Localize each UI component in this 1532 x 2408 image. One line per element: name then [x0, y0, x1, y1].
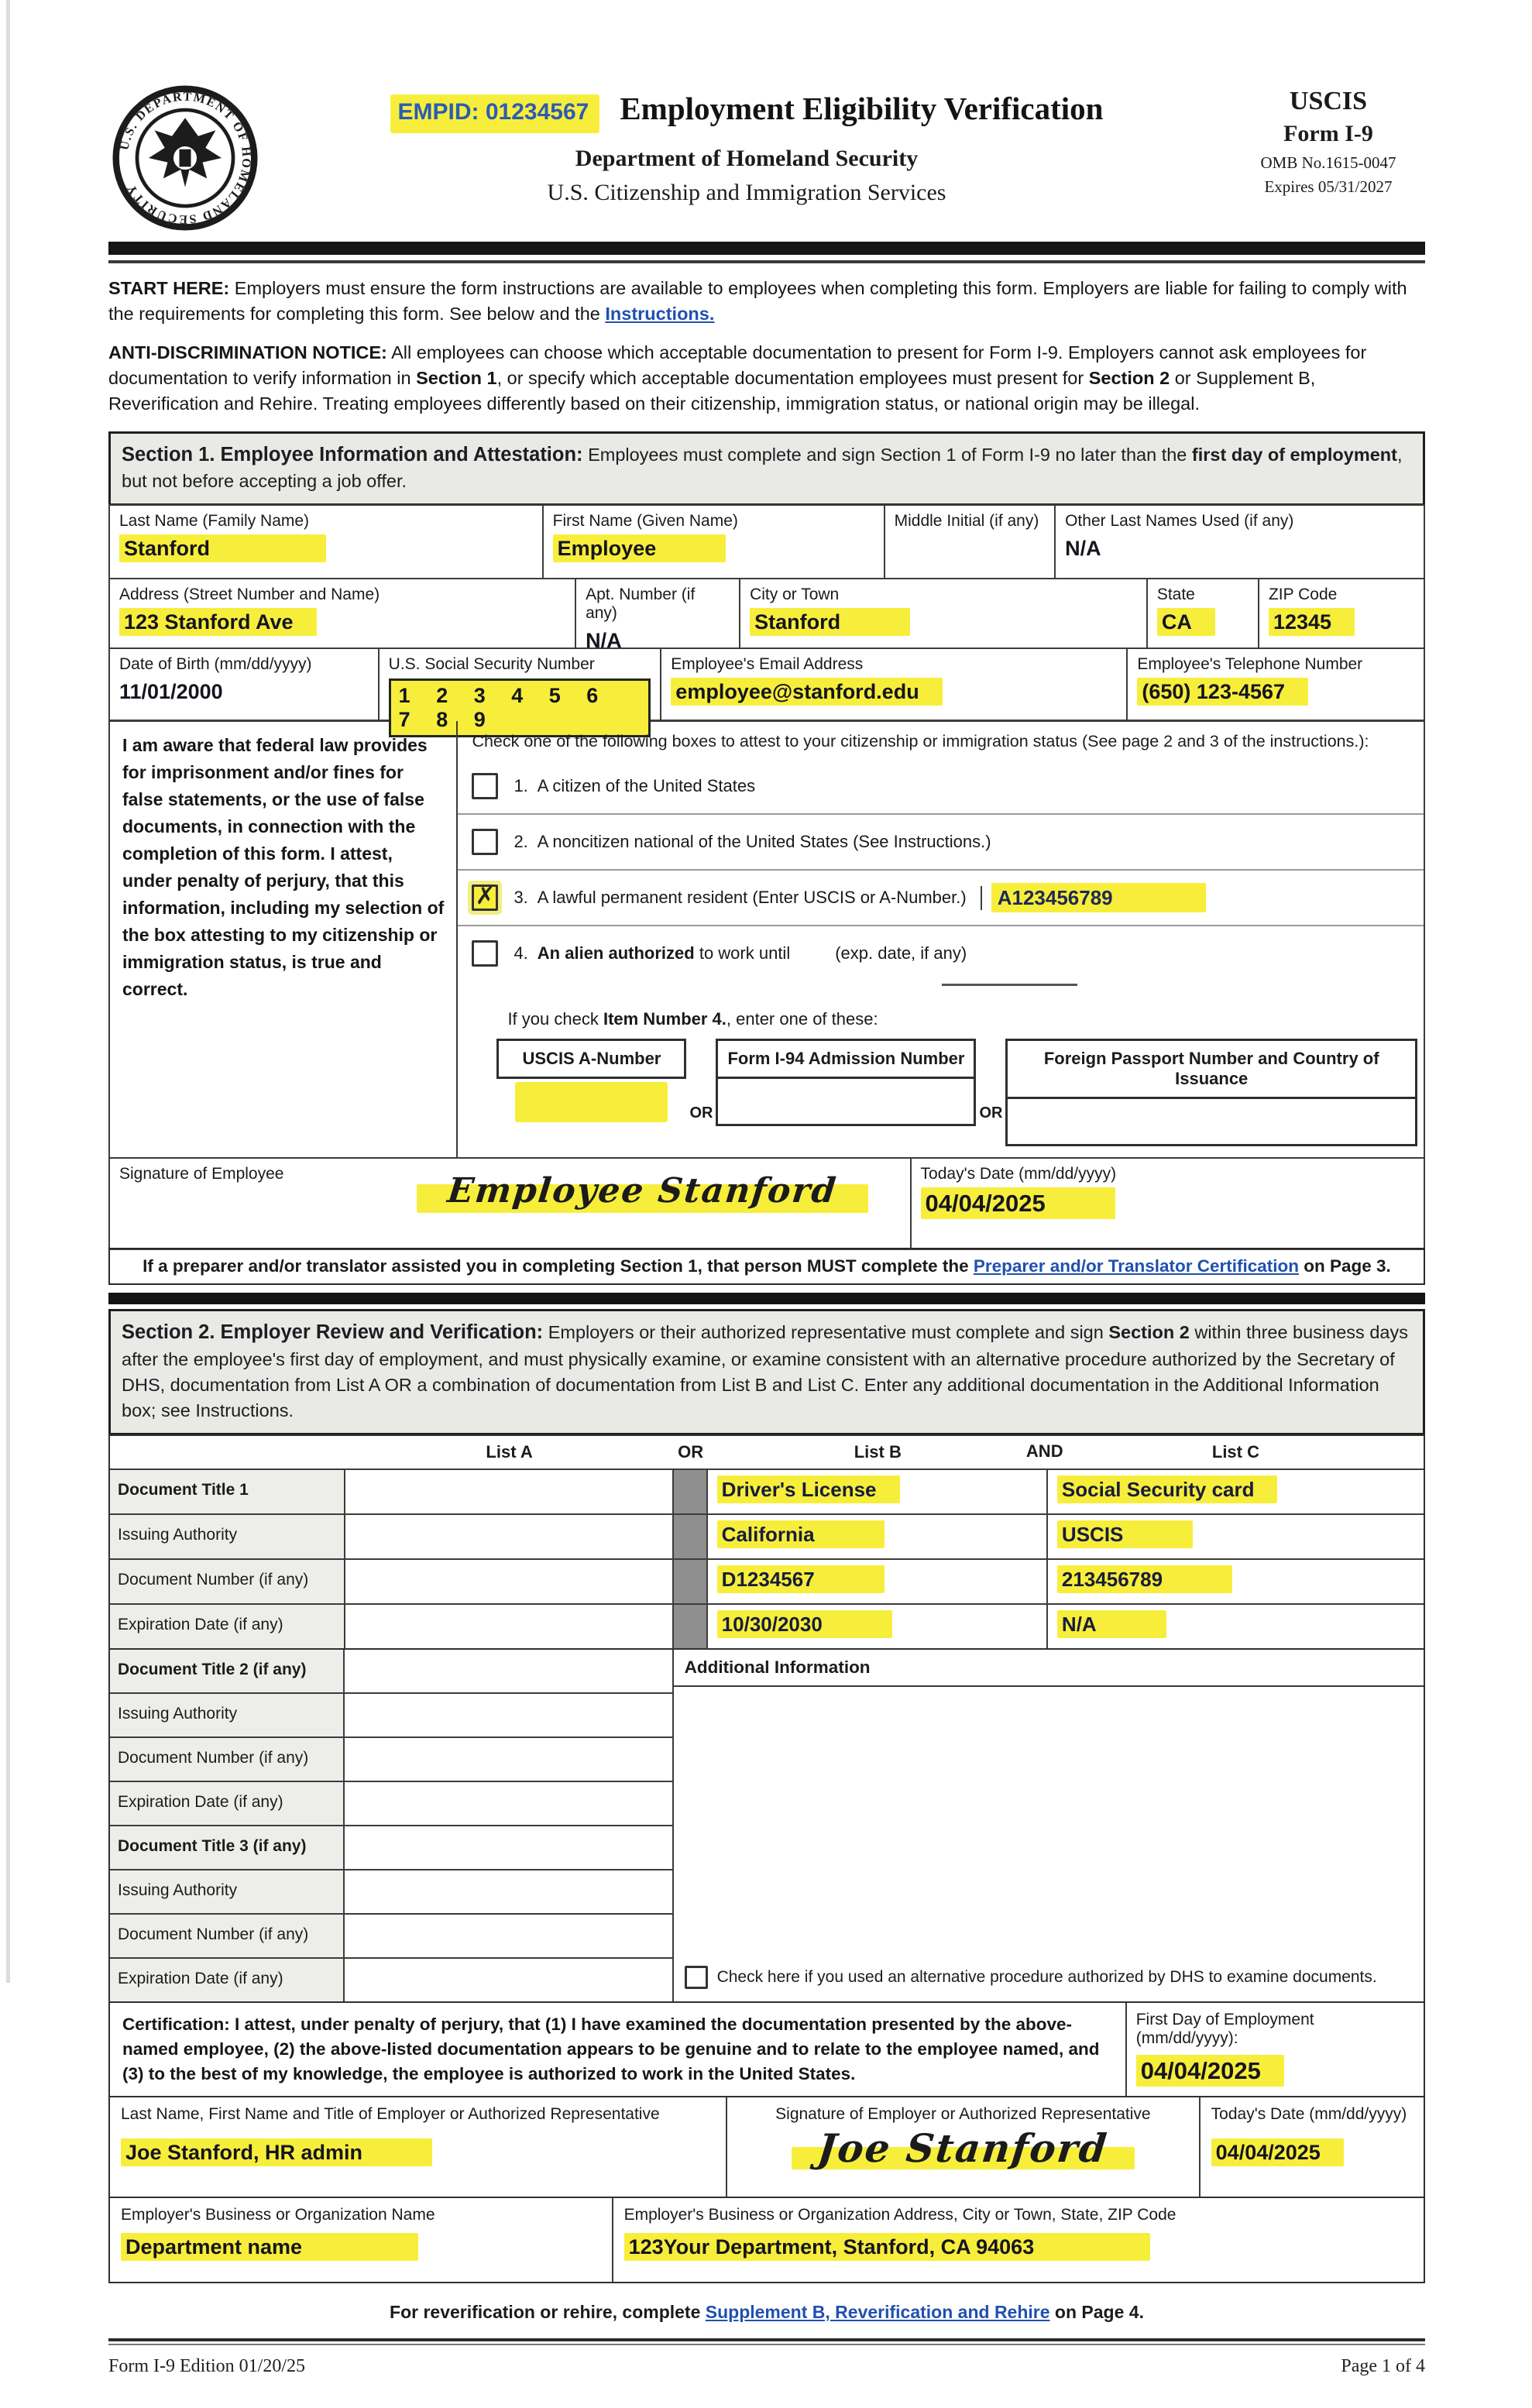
form-edition: Form I-9 Edition 01/20/25: [108, 2355, 305, 2376]
reverification-note: For reverification or rehire, complete Supplement B, Reverification and Rehire on Page 4.: [390, 2301, 1144, 2322]
perjury-statement: I am aware that federal law provides for imprisonment and/or fines for false statements, or the use of false documents, in connection with the completion of this form. I attest, under penalty of perjury, that this information, including my selection of the box attesting to my citizenship or immigration status, is true and correct.: [110, 721, 458, 1157]
business-name-field[interactable]: Employer's Business or Organization Name Department name: [110, 2198, 613, 2282]
employer-signature-field[interactable]: Signature of Employer or Authorized Representative Joe Stanford: [727, 2097, 1201, 2197]
doc1-listc-authority[interactable]: USCIS: [1057, 1520, 1193, 1548]
employee-signature-value[interactable]: Employee Stanford: [445, 1170, 840, 1211]
other-names-field[interactable]: Other Last Names Used (if any) N/A: [1056, 506, 1424, 579]
employer-signature-value[interactable]: Joe Stanford: [816, 2125, 1111, 2171]
expiration-note: Expires 05/31/2027: [1264, 177, 1393, 196]
name-row: [108, 504, 1425, 580]
employer-name-field[interactable]: Last Name, First Name and Title of Employer or Authorized Representative Joe Stanford, HR admin: [110, 2097, 727, 2197]
citizen-checkbox[interactable]: [472, 773, 498, 799]
documents-table: [108, 1434, 1425, 1650]
dhs-seal-logo: [108, 85, 262, 231]
checkmark-x-icon: ✗: [475, 882, 496, 910]
other-names-value[interactable]: N/A: [1065, 536, 1101, 560]
city-field[interactable]: City or Town Stanford: [740, 579, 1148, 648]
citizenship-option-4: 4. An alien authorized to work until (exp. date, if any): [458, 925, 1424, 981]
header-titles: [262, 85, 1231, 206]
dob-ssn-row: [108, 648, 1425, 731]
page-number: Page 1 of 4: [1341, 2355, 1425, 2376]
or-separator-1: OR: [689, 1104, 713, 1122]
a-number-value[interactable]: A123456789: [991, 883, 1206, 912]
doc3-authority-value[interactable]: [345, 1870, 672, 1913]
alien-authorized-checkbox[interactable]: [472, 940, 498, 967]
doc2-authority-value[interactable]: [345, 1694, 672, 1736]
form-title: Employment Eligibility Verification: [620, 91, 1104, 126]
list-a-header: List A: [486, 1441, 533, 1462]
phone-field[interactable]: Employee's Telephone Number (650) 123-4567: [1128, 649, 1424, 720]
state-value[interactable]: CA: [1157, 608, 1215, 636]
alternative-procedure-label: Check here if you used an alternative procedure authorized by DHS to examine documents.: [716, 1967, 1377, 1986]
address-field[interactable]: Address (Street Number and Name) 123 Stanford Ave: [110, 579, 576, 648]
email-value[interactable]: employee@stanford.edu: [671, 678, 942, 706]
documents-table-header: [110, 1436, 1424, 1469]
noncitizen-national-checkbox[interactable]: [472, 829, 498, 855]
section-divider-bar: [108, 1293, 1425, 1304]
doc1-listb-number[interactable]: D1234567: [717, 1565, 885, 1593]
exp-date-note: (exp. date, if any): [835, 943, 967, 964]
doc1-lista-number[interactable]: [345, 1560, 674, 1603]
section2-header: Section 2. Employer Review and Verification: Employers or their authorized representative must complete and sign Section 2 within three business days after the employee's first day of employment, and must physically examine, or examine consistent with an alternative procedure authorized by the Secretary of DHS, documentation from List A OR a combination of documentation from List B and List C. Enter any additional documentation in the Additional Information box; see Instructions.: [108, 1309, 1425, 1434]
item4-entry-boxes: [496, 1039, 1417, 1146]
empid-stamp: EMPID: 01234567: [390, 94, 600, 133]
doc1-lista-authority[interactable]: [345, 1515, 674, 1558]
employee-date-field[interactable]: Today's Date (mm/dd/yyyy) 04/04/2025: [912, 1159, 1424, 1249]
address-row: [108, 578, 1425, 653]
doc2-number-value[interactable]: [345, 1738, 672, 1781]
doc1-listc-number[interactable]: 213456789: [1057, 1565, 1232, 1593]
instructions-link[interactable]: Instructions.: [605, 304, 715, 325]
or-strip: [674, 1470, 708, 1513]
header-divider-thin: [108, 260, 1425, 263]
apt-field[interactable]: Apt. Number (if any) N/A: [576, 579, 740, 648]
doc1-expiration-row: Expiration Date (if any) 10/30/2030 N/A: [110, 1603, 1424, 1648]
state-field[interactable]: State CA: [1148, 579, 1259, 648]
i94-number-box[interactable]: Form I-94 Admission Number: [716, 1039, 976, 1126]
a-number-highlight-smear: [515, 1082, 668, 1122]
doc2-expiration-value[interactable]: [345, 1782, 672, 1825]
employer-date-value[interactable]: 04/04/2025: [1211, 2138, 1344, 2166]
employer-row: [108, 2097, 1425, 2198]
business-address-field[interactable]: Employer's Business or Organization Address, City or Town, State, ZIP Code 123Your Department, Stanford, CA 94063: [613, 2198, 1424, 2282]
doc1-listb-title[interactable]: Driver's License: [717, 1475, 900, 1503]
alternative-procedure-row: [674, 1958, 1424, 2001]
ssn-field[interactable]: U.S. Social Security Number 1 2 3 4 5 6 7 8 9: [380, 649, 662, 720]
list-b-header: List B: [854, 1441, 902, 1462]
citizenship-options: [458, 721, 1424, 1157]
doc23-additional-split: [108, 1650, 1425, 2003]
employee-signature-field[interactable]: Signature of Employee Employee Stanford: [110, 1159, 912, 1249]
doc3-number-value[interactable]: [345, 1915, 672, 1957]
section1-header: Section 1. Employee Information and Attestation: Employees must complete and sign Section 1 of Form I-9 no later than the first day of employment, but not before accepting a job offer.: [108, 431, 1425, 507]
citizenship-option-3: ✗ 3. A lawful permanent resident (Enter USCIS or A-Number.) A123456789: [458, 869, 1424, 925]
doc1-listc-title[interactable]: Social Security card: [1057, 1475, 1278, 1503]
preparer-certification-link[interactable]: Preparer and/or Translator Certification: [973, 1256, 1300, 1276]
form-header: [108, 85, 1425, 231]
doc23-rows: Document Title 2 (if any) Issuing Authority Document Number (if any) Expiration Date (if any) Document Title 3 (if any) Issuing Authority Document Number (if any) Expiration Date (if any): [110, 1650, 674, 2001]
form-subtitle-dhs: Department of Homeland Security: [575, 146, 919, 171]
doc1-listb-expiration[interactable]: 10/30/2030: [717, 1610, 892, 1638]
citizenship-instruction: Check one of the following boxes to attest to your citizenship or immigration status (See page 2 and 3 of the instructions.):: [472, 732, 1369, 751]
alternative-procedure-checkbox[interactable]: [685, 1966, 708, 1989]
dob-field[interactable]: Date of Birth (mm/dd/yyyy) 11/01/2000: [110, 649, 380, 720]
foreign-passport-box[interactable]: Foreign Passport Number and Country of Issuance: [1005, 1039, 1417, 1146]
page-footer: [108, 2356, 1425, 2377]
start-here-paragraph: START HERE: Employers must ensure the form instructions are available to employees when completing this form. Employers are liable for failing to comply with the requirements for completing this form. See below and the Instructions.: [108, 278, 1407, 325]
additional-info-label: Additional Information: [674, 1650, 1424, 1687]
permanent-resident-checkbox[interactable]: [472, 882, 498, 911]
form-subtitle-uscis: U.S. Citizenship and Immigration Services: [547, 180, 946, 205]
start-here-lead: START HERE:: [108, 278, 230, 298]
business-name-value[interactable]: Department name: [121, 2233, 418, 2261]
svg-text:U.S. DEPARTMENT OF HOMELAND SE: U.S. DEPARTMENT OF HOMELAND SECURITY: [118, 90, 253, 226]
doc1-title-row: Document Title 1 Driver's License Social Security card: [110, 1469, 1424, 1513]
dob-value[interactable]: 11/01/2000: [119, 679, 223, 703]
last-name-field[interactable]: Last Name (Family Name) Stanford: [110, 506, 544, 579]
uscis-a-number-box[interactable]: USCIS A-Number: [496, 1039, 686, 1079]
first-name-value[interactable]: Employee: [553, 534, 726, 562]
agency-name: USCIS: [1289, 87, 1368, 115]
doc3-expiration-value[interactable]: [345, 1959, 672, 2001]
omb-number: OMB No.1615-0047: [1260, 153, 1396, 172]
email-field[interactable]: Employee's Email Address employee@stanford.edu: [661, 649, 1128, 720]
item4-instruction: If you check Item Number 4., enter one of these:: [507, 1009, 878, 1029]
anti-discrimination-lead: ANTI-DISCRIMINATION NOTICE:: [108, 342, 387, 362]
header-divider-thick: [108, 242, 1425, 255]
or-separator-2: OR: [979, 1104, 1003, 1122]
form-number-block: [1231, 85, 1425, 197]
last-name-value[interactable]: Stanford: [119, 534, 326, 562]
first-day-value[interactable]: 04/04/2025: [1136, 2055, 1284, 2087]
first-day-field[interactable]: First Day of Employment (mm/dd/yyyy): 04/04/2025: [1127, 2003, 1424, 2096]
or-column-header: OR: [678, 1441, 704, 1462]
apt-value[interactable]: N/A: [586, 629, 622, 653]
doc1-listb-authority[interactable]: California: [717, 1520, 885, 1548]
form-number: Form I-9: [1283, 121, 1373, 146]
additional-info-panel: [674, 1650, 1424, 2001]
doc1-authority-row: Issuing Authority California USCIS: [110, 1513, 1424, 1558]
footer-divider: [108, 2338, 1425, 2345]
attestation-block: [108, 720, 1425, 1159]
doc1-lista-expiration[interactable]: [345, 1605, 674, 1648]
and-column-header: AND: [1025, 1441, 1063, 1461]
doc1-lista-title[interactable]: [345, 1470, 674, 1513]
or-strip: [674, 1515, 708, 1558]
list-c-header: List C: [1211, 1441, 1259, 1462]
permanent-resident-option-label: A lawful permanent resident (Enter USCIS or A-Number.): [537, 888, 967, 908]
business-row: [108, 2198, 1425, 2283]
zip-field[interactable]: ZIP Code 12345: [1259, 579, 1424, 648]
doc3-title-value[interactable]: [345, 1826, 672, 1869]
address-value[interactable]: 123 Stanford Ave: [119, 608, 317, 636]
preparer-note-bar: If a preparer and/or translator assisted you in completing Section 1, that person MUST complete the Preparer and/or Translator Certification on Page 3.: [108, 1248, 1425, 1285]
citizenship-option-1: 1. A citizen of the United States: [458, 759, 1424, 813]
supplement-b-link[interactable]: Supplement B, Reverification and Rehire: [705, 2301, 1050, 2322]
business-address-value[interactable]: 123Your Department, Stanford, CA 94063: [624, 2233, 1151, 2261]
city-value[interactable]: Stanford: [750, 608, 910, 636]
scan-artifact-line: [6, 0, 10, 1983]
middle-initial-field[interactable]: Middle Initial (if any): [885, 506, 1056, 579]
certification-statement: Certification: I attest, under penalty of perjury, that (1) I have examined the documentation presented by the above-named employee, (2) the above-listed documentation appears to be genuine and to relate to the employee named, and (3) to the best of my knowledge, the employee is authorized to work in the United States.: [110, 2003, 1127, 2096]
citizen-option-label: A citizen of the United States: [537, 776, 756, 796]
certification-row: [108, 2003, 1425, 2097]
employer-name-value[interactable]: Joe Stanford, HR admin: [121, 2138, 432, 2166]
doc1-number-row: Document Number (if any) D1234567 213456789: [110, 1558, 1424, 1603]
phone-value[interactable]: (650) 123-4567: [1137, 678, 1308, 706]
zip-value[interactable]: 12345: [1269, 608, 1355, 636]
additional-info-area[interactable]: [674, 1687, 1424, 1958]
doc2-title-value[interactable]: [345, 1650, 672, 1692]
anti-discrimination-paragraph: ANTI-DISCRIMINATION NOTICE: All employees can choose which acceptable documentation to present for Form I-9. Employers cannot ask employees for documentation to verify information in Section 1, or specify which acceptable documentation employees must present for Section 2 or Supplement B, Reverification and Rehire. Treating employees differently based on their citizenship, immigration status, or national origin may be illegal.: [108, 342, 1367, 414]
employer-date-field[interactable]: Today's Date (mm/dd/yyyy) 04/04/2025: [1201, 2097, 1424, 2197]
noncitizen-option-label: A noncitizen national of the United States (See Instructions.): [537, 832, 991, 852]
employee-date-value[interactable]: 04/04/2025: [921, 1187, 1115, 1219]
or-strip: [674, 1560, 708, 1603]
ssn-value[interactable]: 1 2 3 4 5 6 7 8 9: [389, 678, 651, 737]
doc1-listc-expiration[interactable]: N/A: [1057, 1610, 1166, 1638]
first-name-field[interactable]: First Name (Given Name) Employee: [544, 506, 885, 579]
citizenship-option-2: 2. A noncitizen national of the United States (See Instructions.): [458, 813, 1424, 869]
or-strip: [674, 1605, 708, 1648]
exp-date-entry-line[interactable]: [942, 984, 1077, 986]
employee-signature-row: [108, 1157, 1425, 1250]
